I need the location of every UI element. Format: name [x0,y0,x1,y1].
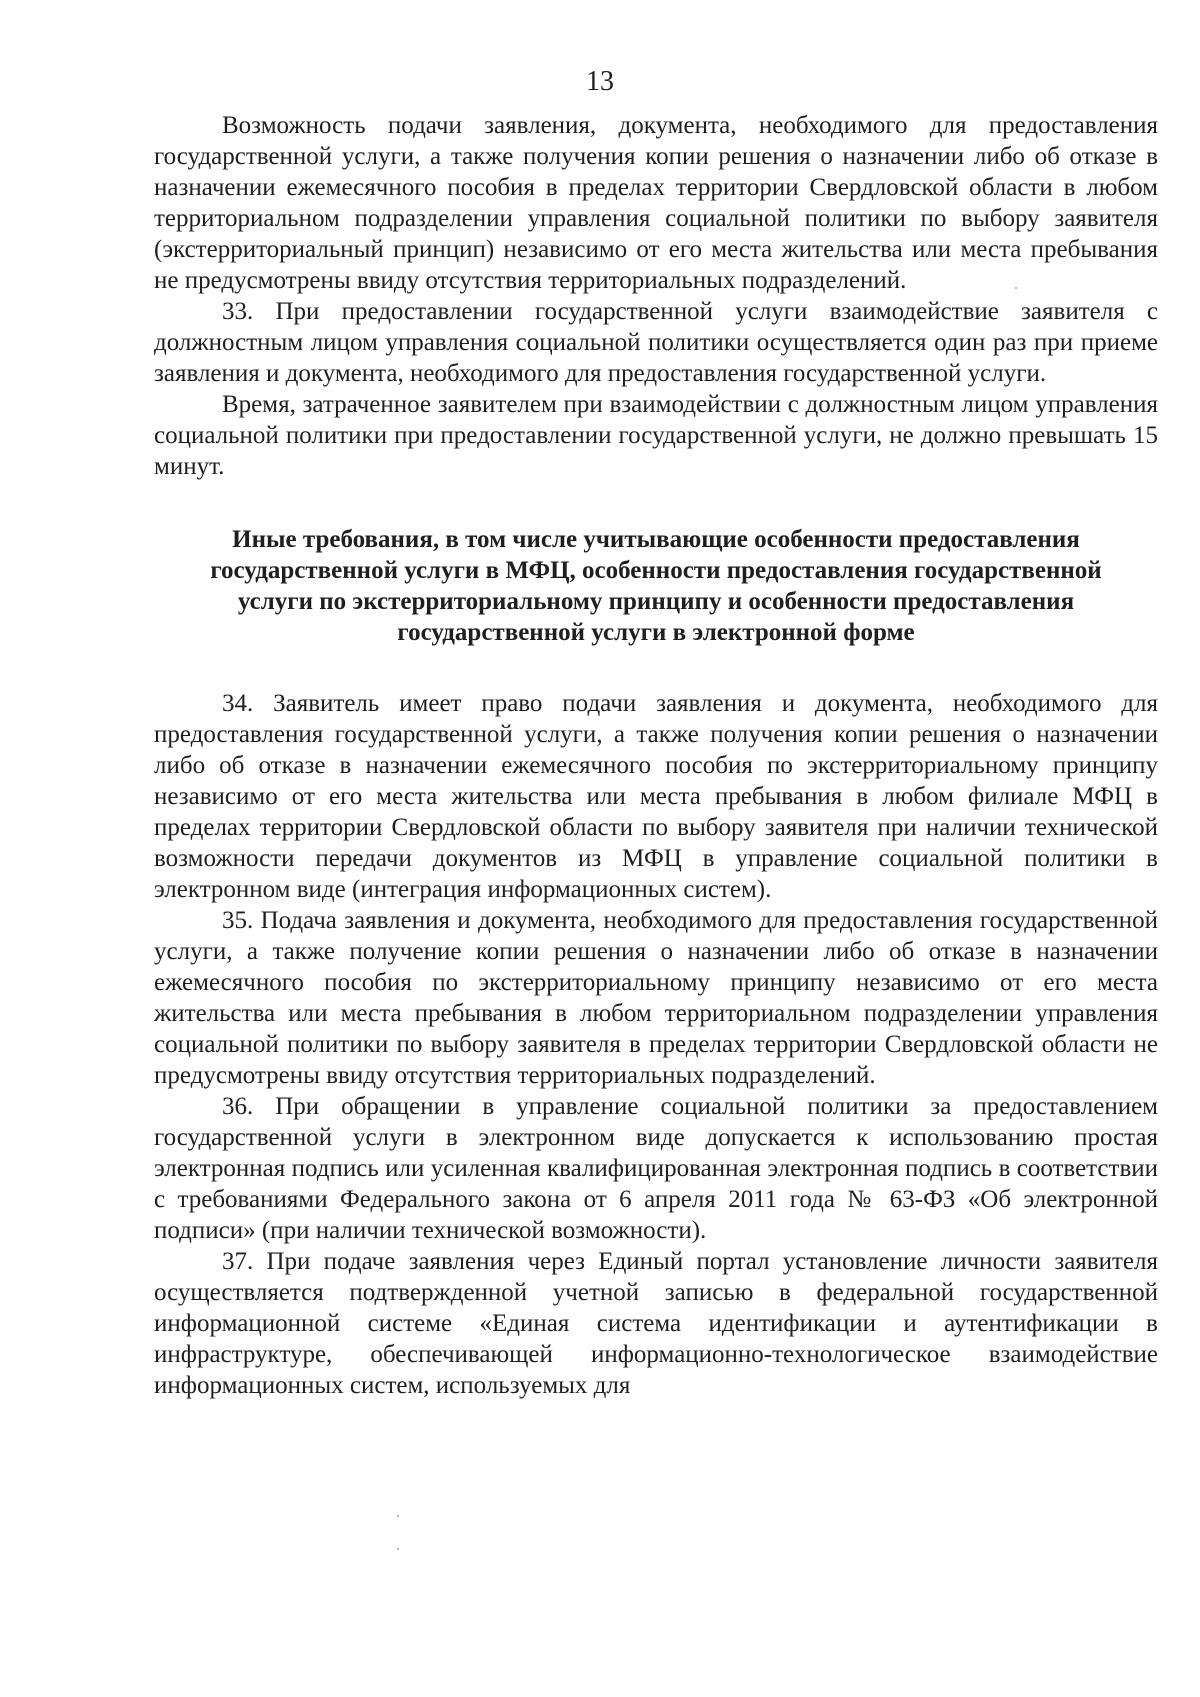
paragraph-extraterritorial-not-provided: Возможность подачи заявления, документа, необходимого для предоставления государственной услуги, а также получения копии решения о назначении либо об отказе в назначении ежемесячного пособия в пределах территории Свердловской области в любом территориальном подразделении управления социальной политики по выбору заявителя (экстерриториальный принцип) независимо от его места жительства или места пребывания не предусмотрены ввиду отсутствия территориальных подразделений. [154,112,1158,294]
section-heading [154,524,1158,648]
section-heading-line: государственной услуги в электронной форме [397,619,915,646]
section-heading-line: Иные требования, в том числе учитывающие особенности предоставления [232,526,1080,553]
section-heading-line: государственной услуги в МФЦ, особенности предоставления государственной [210,557,1102,584]
page-number: 13 [586,66,614,97]
scan-artifact [1015,287,1017,289]
paragraph-37: 37. При подаче заявления через Единый портал установление личности заявителя осуществляется подтвержденной учетной записью в федеральной государственной информационной системе «Единая система идентификации и аутентификации в инфраструктуре, обеспечивающей информационно-технологическое взаимодействие информационных систем, используемых для [154,1248,1158,1399]
scan-artifact [397,1515,399,1517]
paragraph-36: 36. При обращении в управление социальной политики за предоставлением государственной услуги в электронном виде допускается к использованию простая электронная подпись или усиленная квалифицированная электронная подпись в соответствии с требованиями Федерального закона от 6 апреля 2011 года № 63-ФЗ «Об электронной подписи» (при наличии технической возможности). [154,1093,1158,1244]
scan-artifact [397,1548,399,1550]
section-heading-line: услуги по экстерриториальному принципу и особенности предоставления [237,588,1075,615]
paragraph-33: 33. При предоставлении государственной услуги взаимодействие заявителя с должностным лицом управления социальной политики осуществляется один раз при приеме заявления и документа, необходимого для предоставления государственной услуги. [154,298,1158,387]
document-body [154,110,1158,1401]
paragraph-35: 35. Подача заявления и документа, необходимого для предоставления государственной услуги, а также получение копии решения о назначении либо об отказе в назначении ежемесячного пособия по экстерриториальному принципу независимо от его места жительства или места пребывания в любом территориальном подразделении управления социальной политики по выбору заявителя в пределах территории Свердловской области не предусмотрены ввиду отсутствия территориальных подразделений. [154,907,1158,1089]
paragraph-34: 34. Заявитель имеет право подачи заявления и документа, необходимого для предоставления государственной услуги, а также получения копии решения о назначении либо об отказе в назначении ежемесячного пособия по экстерриториальному принципу независимо от его места жительства или места пребывания в любом филиале МФЦ в пределах территории Свердловской области по выбору заявителя при наличии технической возможности передачи документов из МФЦ в управление социальной политики в электронном виде (интеграция информационных систем). [154,690,1158,903]
paragraph-time-limit: Время, затраченное заявителем при взаимодействии с должностным лицом управления социальной политики при предоставлении государственной услуги, не должно превышать 15 минут. [154,391,1158,480]
